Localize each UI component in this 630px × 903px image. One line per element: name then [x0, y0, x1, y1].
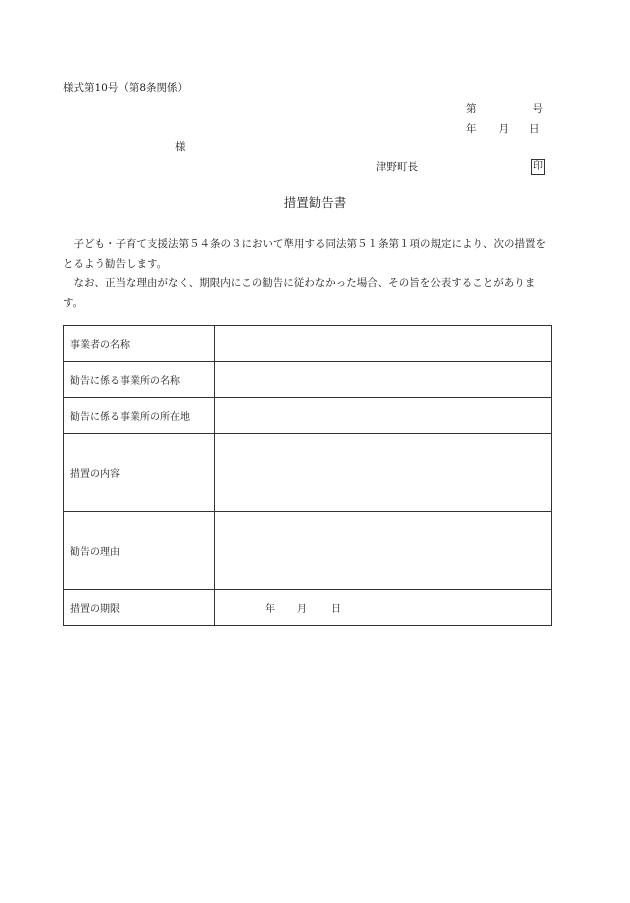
body-paragraph-1: 子ども・子育て支援法第５４条の３において準用する同法第５１条第１項の規定により、次の措置をとるよう勧告します。: [63, 238, 546, 270]
table-row: [64, 326, 552, 362]
row-label-reason: 勧告の理由: [64, 512, 215, 590]
table-row: [64, 434, 552, 512]
body-paragraph-2: なお、正当な理由がなく、期限内にこの勧告に従わなかった場合、その旨を公表することがあります。: [63, 277, 536, 309]
row-value-measure-content: [215, 434, 552, 512]
date-month: 月: [498, 123, 509, 135]
date-year: 年: [466, 123, 477, 135]
document-title: 措置勧告書: [283, 195, 347, 210]
number-prefix: 第: [466, 103, 477, 115]
deadline-month: 月: [297, 604, 307, 615]
table-row: [64, 362, 552, 398]
document-date: [466, 124, 540, 135]
table-row: [64, 398, 552, 434]
row-label-measure-content: 措置の内容: [64, 434, 215, 512]
date-day: 日: [529, 123, 540, 135]
row-label-facility-name: 勧告に係る事業所の名称: [64, 362, 215, 398]
form-number-label: 様式第10号（第8条関係）: [63, 82, 189, 94]
row-value-business-name: [215, 326, 552, 362]
row-value-facility-name: [215, 362, 552, 398]
table-row: [64, 590, 552, 626]
table-row: [64, 512, 552, 590]
row-label-deadline: 措置の期限: [64, 590, 215, 626]
row-label-facility-address: 勧告に係る事業所の所在地: [64, 398, 215, 434]
seal-mark: 印: [531, 159, 545, 175]
deadline-day: 日: [331, 604, 341, 615]
number-suffix: 号: [532, 103, 543, 115]
row-value-facility-address: [215, 398, 552, 434]
body-text: [63, 235, 553, 313]
recommendation-table: [63, 325, 552, 626]
row-value-deadline: [215, 590, 552, 626]
deadline-year: 年: [265, 604, 275, 615]
issuer-name: 津野町長: [376, 161, 418, 173]
row-value-reason: [215, 512, 552, 590]
document-number: [466, 104, 543, 115]
row-label-business-name: 事業者の名称: [64, 326, 215, 362]
deadline-date: [221, 600, 341, 615]
addressee: 様: [175, 141, 186, 153]
